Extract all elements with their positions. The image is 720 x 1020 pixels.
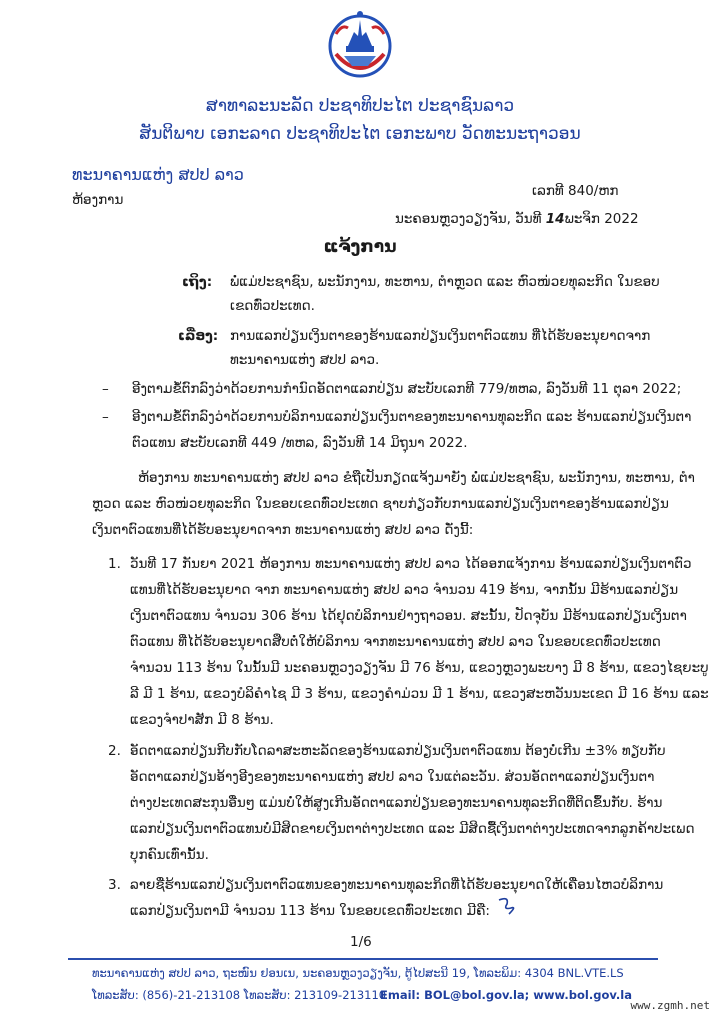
- item-2-line: ອັດຕາແລກປ່ຽນອ້າງອີງຂອງທະນາຄານແຫ່ງ ສປປ ລາວ ໃນແຕ່ລະວັນ. ສ່ວນອັດຕາແລກປ່ຽນເງິນຕາ: [130, 769, 655, 785]
- reference-dash: –: [102, 381, 109, 397]
- place-date-prefix: ນະຄອນຫຼວງວຽງຈັນ, ວັນທີ: [395, 211, 542, 227]
- reference-number: ເລກທີ 840/ຫກ: [532, 183, 619, 199]
- reference-2-line-2: ຕົວແທນ ສະບັບເລກທີ 449 /ທຫລ, ລົງວັນທີ 14 ມິຖຸນາ 2022.: [132, 435, 468, 451]
- to-line-1: ພໍ່ແມ່ປະຊາຊົນ, ພະນັກງານ, ທະຫານ, ຕໍາຫຼວດ ແລະ ຫົວໜ່ວຍທຸລະກິດ ໃນຂອບ: [230, 274, 660, 290]
- item-2-line: ບຸກຄົນເທົ່ານັ້ນ.: [130, 847, 209, 863]
- letterhead-line-1: ສາທາລະນະລັດ ປະຊາທິປະໄຕ ປະຊາຊົນລາວ: [205, 96, 515, 116]
- item-2-line: ແລກປ່ຽນເງິນຕາຕົວແທນບໍ່ມີສິດຂາຍເງິນຕາຕ່າງປະເທດ ແລະ ມີສິດຊື້ເງິນຕາຕ່າງປະເທດຈາກລູກຄ້າປະເພດ: [130, 821, 695, 837]
- page-number: 1/6: [350, 934, 372, 950]
- footer-rule: [68, 958, 658, 960]
- item-1-line: ວັນທີ 17 ກັນຍາ 2021 ຫ້ອງການ ທະນາຄານແຫ່ງ ສປປ ລາວ ໄດ້ອອກແຈ້ງການ ຮ້ານແລກປ່ຽນເງິນຕາຕົວ: [130, 556, 692, 572]
- national-emblem-icon: [328, 6, 392, 84]
- item-1-line: ຈໍານວນ 113 ຮ້ານ ໃນນັ້ນມີ ນະຄອນຫຼວງວຽງຈັນ ມີ 76 ຮ້ານ, ແຂວງຫຼວງພະບາງ ມີ 8 ຮ້ານ, ແຂວງໄຊຍະບູ: [130, 660, 709, 676]
- footer-email-web: Email: BOL@bol.gov.la; www.bol.gov.la: [380, 988, 632, 1002]
- reference-1-line-1: ອີງຕາມຂໍ້ຕົກລົງວ່າດ້ວຍການກໍານົດອັດຕາແລກປ່ຽນ ສະບັບເລກທີ 779/ທຫລ, ລົງວັນທີ 11 ຕຸລາ 2022;: [132, 381, 682, 397]
- footer-address: ທະນາຄານແຫ່ງ ສປປ ລາວ, ຖະໜົນ ຢອນເນ, ນະຄອນຫຼວງວຽງຈັນ, ຕູ້ໄປສະນີ 19, ໂທລະພິມ: 4304 BNL.VTE.LS: [92, 966, 624, 980]
- item-1-line: ແທນທີ່ໄດ້ຮັບອະນຸຍາດ ຈາກ ທະນາຄານແຫ່ງ ສປປ ລາວ ຈໍານວນ 419 ຮ້ານ, ຈາກນັ້ນ ມີຮ້ານແລກປ່ຽນ: [130, 582, 679, 598]
- item-2-line: ອັດຕາແລກປ່ຽນກີບກັບໂດລາສະຫະລັດຂອງຮ້ານແລກປ່ຽນເງິນຕາຕົວແທນ ຕ້ອງບໍ່ເກີນ ±3% ທຽບກັບ: [130, 743, 666, 759]
- sender-org: ທະນາຄານແຫ່ງ ສປປ ລາວ: [72, 165, 244, 184]
- item-3-line: ລາຍຊື່ຮ້ານແລກປ່ຽນເງິນຕາຕົວແທນຂອງທະນາຄານທຸລະກິດທີ່ໄດ້ຮັບອະນຸຍາດໃຫ້ເຄື່ອນໄຫວບໍລິການ: [130, 877, 664, 893]
- place-and-date: [395, 211, 639, 227]
- item-number: 3.: [108, 877, 121, 893]
- watermark: www.zgmh.net: [630, 999, 710, 1012]
- intro-line-1: ຫ້ອງການ ທະນາຄານແຫ່ງ ສປປ ລາວ ຂໍຖືເປັນກຽດແຈ້ງມາຍັງ ພໍ່ແມ່ປະຊາຊົນ, ພະນັກງານ, ທະຫານ, ຕໍາ: [138, 470, 695, 486]
- item-2-line: ຕ່າງປະເທດສະກຸນອື່ນໆ ແມ່ນບໍ່ໃຫ້ສູງເກີນອັດຕາແລກປ່ຽນຂອງທະນາຄານທຸລະກິດທີ່ຕິດຂຶ້ນກັບ. ຮ້ານ: [130, 795, 663, 811]
- subject-label: ເລື່ອງ:: [178, 328, 219, 344]
- item-number: 2.: [108, 743, 121, 759]
- item-1-line: ເງິນຕາຕົວແທນ ຈໍານວນ 306 ຮ້ານ ໄດ້ຢຸດບໍລິການຢ່າງຖາວອນ. ສະນັ້ນ, ປັດຈຸບັນ ມີຮ້ານແລກປ່ຽນເງິນຕາ: [130, 608, 687, 624]
- subject-line-1: ການແລກປ່ຽນເງິນຕາຂອງຮ້ານແລກປ່ຽນເງິນຕາຕົວແທນ ທີ່ໄດ້ຮັບອະນຸຍາດຈາກ: [230, 328, 651, 344]
- item-1-line: ລີ ມີ 1 ຮ້ານ, ແຂວງບໍລິຄໍາໄຊ ມີ 3 ຮ້ານ, ແຂວງຄໍາມ່ວນ ມີ 1 ຮ້ານ, ແຂວງສະຫວັນນະເຂດ ມີ 16 ຮ້ານ ແລະ: [130, 686, 709, 702]
- reference-2-line-1: ອີງຕາມຂໍ້ຕົກລົງວ່າດ້ວຍການບໍລິການແລກປ່ຽນເງິນຕາຂອງທະນາຄານທຸລະກິດ ແລະ ຮ້ານແລກປ່ຽນເງິນຕາ: [132, 409, 692, 425]
- item-1-line: ຕົວແທນ ທີ່ໄດ້ຮັບອະນຸຍາດສືບຕໍ່ໃຫ້ບໍລິການ ຈາກທະນາຄານແຫ່ງ ສປປ ລາວ ໃນຂອບເຂດທົ່ວປະເທດ: [130, 634, 661, 650]
- intro-line-3: ເງິນຕາຕົວແທນທີ່ໄດ້ຮັບອະນຸຍາດຈາກ ທະນາຄານແຫ່ງ ສປປ ລາວ ດັ່ງນີ້:: [92, 522, 474, 538]
- date-month-year: ພະຈິກ 2022: [564, 211, 639, 227]
- sender-dept: ຫ້ອງການ: [72, 192, 124, 208]
- subject-line-2: ທະນາຄານແຫ່ງ ສປປ ລາວ.: [230, 352, 380, 368]
- to-line-2: ເຂດທົ່ວປະເທດ.: [230, 298, 315, 314]
- item-3-line: ແລກປ່ຽນເງິນຕາມີ ຈໍານວນ 113 ຮ້ານ ໃນຂອບເຂດທົ່ວປະເທດ ມີຄື:: [130, 903, 490, 919]
- letterhead-line-2: ສັນຕິພາບ ເອກະລາດ ປະຊາທິປະໄຕ ເອກະພາບ ວັດທະນະຖາວອນ: [139, 124, 581, 144]
- intro-line-2: ຫຼວດ ແລະ ຫົວໜ່ວຍທຸລະກິດ ໃນຂອບເຂດທົ່ວປະເທດ ຊາບກ່ຽວກັບການແລກປ່ຽນເງິນຕາຂອງຮ້ານແລກປ່ຽນ: [92, 496, 669, 512]
- item-1-line: ແຂວງຈໍາປາສັກ ມີ 8 ຮ້ານ.: [130, 712, 274, 728]
- document-title: ແຈ້ງການ: [323, 237, 397, 257]
- initial-signature-icon: [495, 896, 521, 916]
- item-number: 1.: [108, 556, 121, 572]
- footer-phone: ໂທລະສັບ: (856)-21-213108 ໂທລະສັບ: 213109-213110: [92, 988, 387, 1002]
- to-label: ເຖິງ:: [182, 274, 213, 290]
- reference-dash: –: [102, 409, 109, 425]
- date-day: 14: [545, 211, 565, 227]
